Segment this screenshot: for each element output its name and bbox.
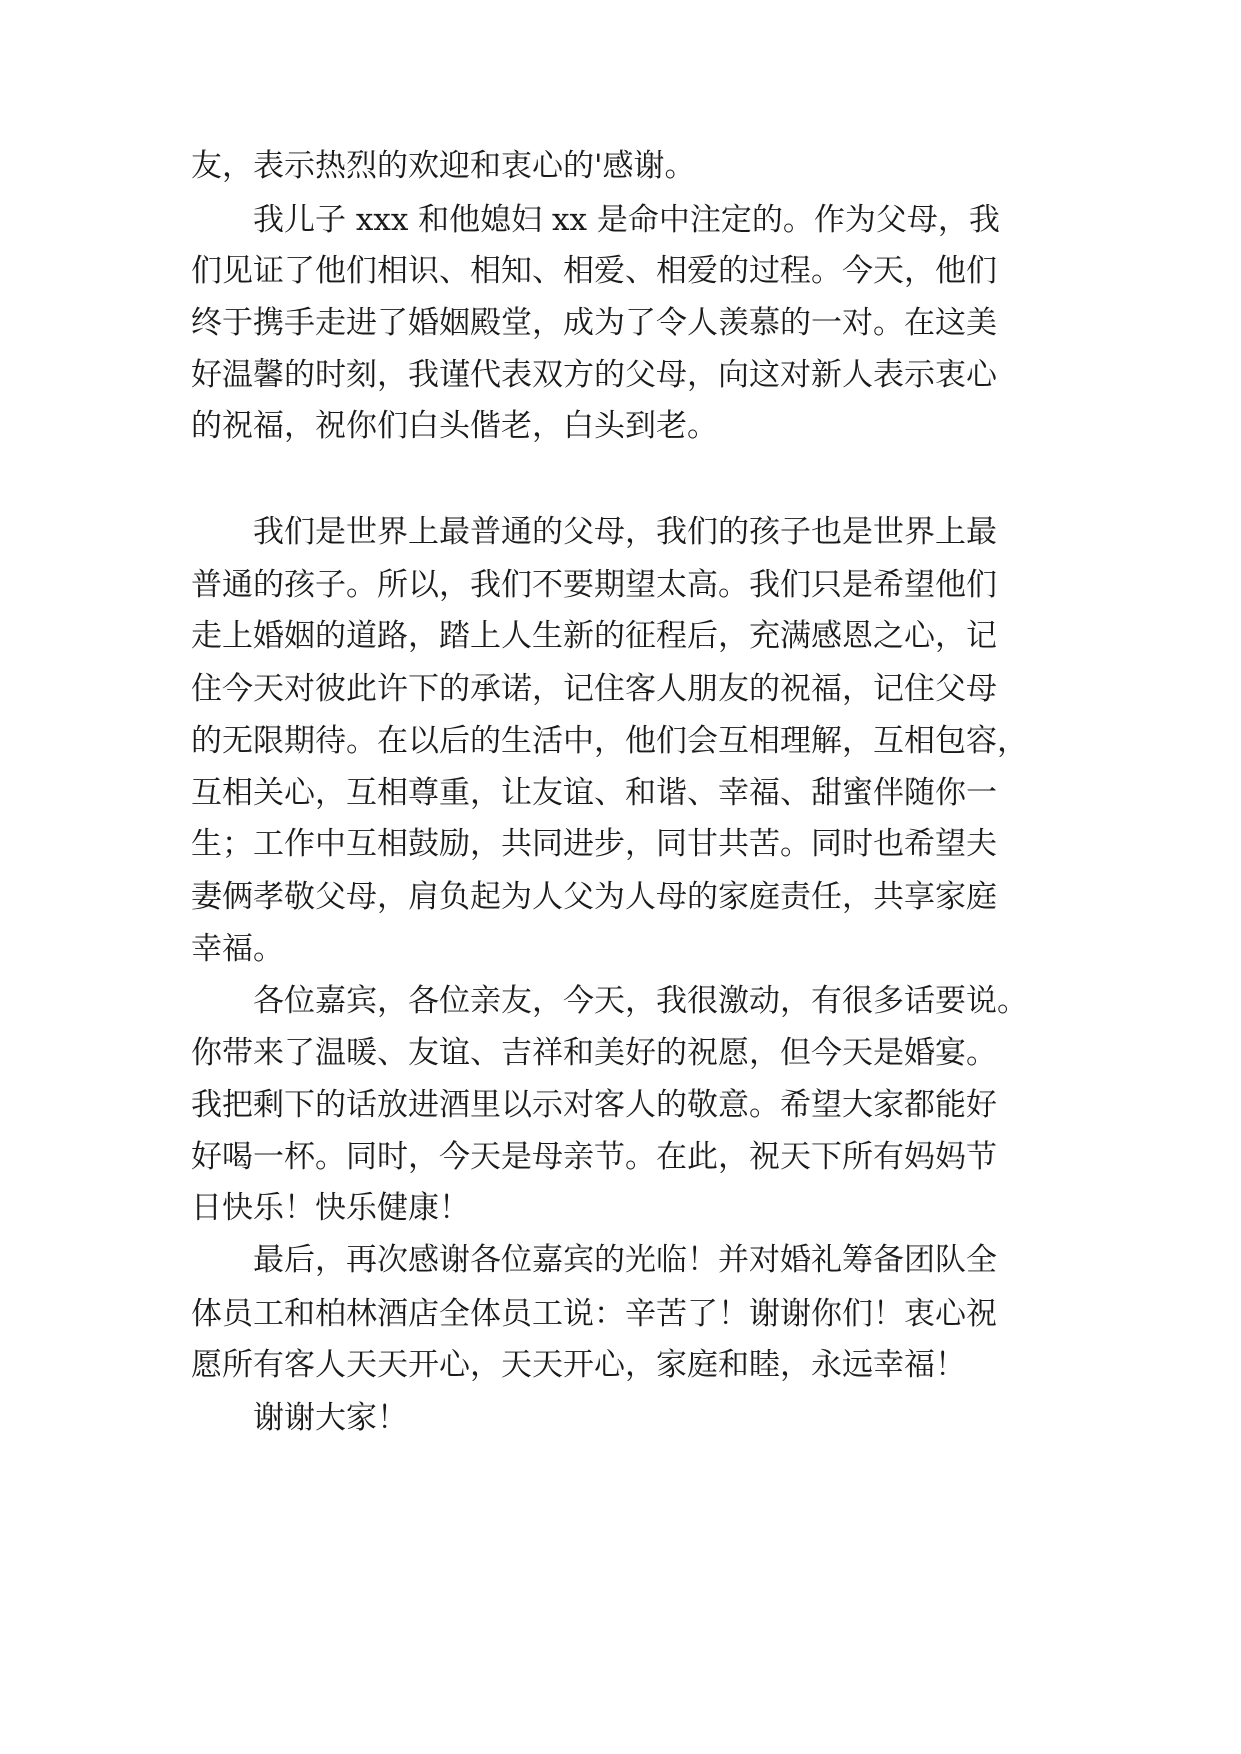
paragraph-line: 谢谢大家！: [253, 1400, 408, 1436]
paragraph-line: 互相关心，互相尊重，让友谊、和谐、幸福、甜蜜伴随你一: [191, 775, 997, 811]
paragraph-line: 友，表示热烈的欢迎和衷心的'感谢。: [191, 148, 696, 184]
paragraph-line: 最后，再次感谢各位嘉宾的光临！并对婚礼筹备团队全: [253, 1242, 997, 1278]
paragraph-line: 你带来了温暖、友谊、吉祥和美好的祝愿，但今天是婚宴。: [191, 1035, 997, 1071]
paragraph-line: 终于携手走进了婚姻殿堂，成为了令人羡慕的一对。在这美: [191, 305, 997, 341]
paragraph-line: 走上婚姻的道路，踏上人生新的征程后，充满感恩之心，记: [191, 618, 997, 654]
paragraph-line: 普通的孩子。所以，我们不要期望太高。我们只是希望他们: [191, 567, 997, 603]
paragraph-line: 好喝一杯。同时，今天是母亲节。在此，祝天下所有妈妈节: [191, 1139, 997, 1175]
paragraph-line: 愿所有客人天天开心，天天开心，家庭和睦，永远幸福！: [191, 1347, 966, 1383]
paragraph-line: 住今天对彼此许下的承诺，记住客人朋友的祝福，记住父母: [191, 671, 997, 707]
paragraph-line: 生；工作中互相鼓励，共同进步，同甘共苦。同时也希望夫: [191, 826, 997, 862]
paragraph-line: 我儿子 xxx 和他媳妇 xx 是命中注定的。作为父母，我: [253, 202, 1000, 238]
paragraph-line: 们见证了他们相识、相知、相爱、相爱的过程。今天，他们: [191, 253, 997, 289]
paragraph-line: 幸福。: [191, 931, 284, 967]
paragraph-line: 好温馨的时刻，我谨代表双方的父母，向这对新人表示衷心: [191, 357, 997, 393]
paragraph-line: 的祝福，祝你们白头偕老，白头到老。: [191, 408, 718, 444]
paragraph-line: 我把剩下的话放进酒里以示对客人的敬意。希望大家都能好: [191, 1087, 997, 1123]
paragraph-line: 我们是世界上最普通的父母，我们的孩子也是世界上最: [253, 514, 997, 550]
paragraph-line: 日快乐！快乐健康！: [191, 1190, 470, 1226]
paragraph-line: 体员工和柏林酒店全体员工说：辛苦了！谢谢你们！衷心祝: [191, 1296, 997, 1332]
paragraph-line: 妻俩孝敬父母，肩负起为人父为人母的家庭责任，共享家庭: [191, 879, 997, 915]
paragraph-line: 各位嘉宾，各位亲友，今天，我很激动，有很多话要说。: [253, 983, 1028, 1019]
paragraph-line: 的无限期待。在以后的生活中，他们会互相理解，互相包容，: [191, 723, 1028, 759]
